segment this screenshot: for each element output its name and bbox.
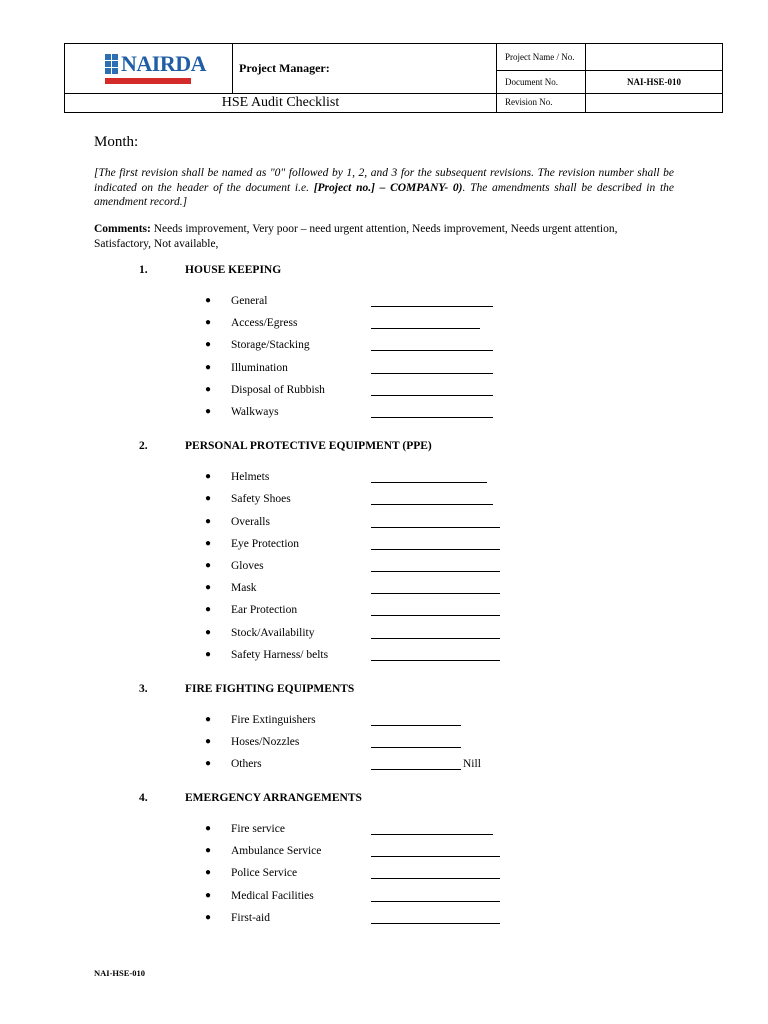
document-no-value: NAI-HSE-010 [586,71,723,93]
item-label: Police Service [231,867,298,879]
intro-text-bold: [Project no.] – COMPANY- 0) [313,181,463,194]
section-heading: HOUSE KEEPING [185,264,282,276]
section-heading: PERSONAL PROTECTIVE EQUIPMENT (PPE) [185,440,432,452]
answer-blank-line[interactable] [371,373,493,374]
item-label: Eye Protection [231,538,300,550]
bullet-icon: ● [205,339,212,350]
month-label: Month: [94,134,139,150]
bullet-icon: ● [205,560,212,571]
section-number: 3. [139,683,148,695]
bullet-icon: ● [205,823,212,834]
answer-blank-line[interactable] [371,834,493,835]
section-title [139,792,362,804]
bullet-icon: ● [205,867,212,878]
item-label: Mask [231,582,257,594]
item-label: Access/Egress [231,317,298,329]
answer-blank-line[interactable] [371,306,493,307]
item-label: Storage/Stacking [231,339,310,351]
bullet-icon: ● [205,538,212,549]
bullet-icon: ● [205,406,212,417]
document-header [64,43,723,113]
section-heading: FIRE FIGHTING EQUIPMENTS [185,683,355,695]
item-label: General [231,295,268,307]
comments-paragraph [94,222,674,251]
bullet-icon: ● [205,582,212,593]
item-label: Stock/Availability [231,627,315,639]
answer-blank-line[interactable] [371,923,500,924]
section-title [139,440,432,452]
answer-blank-line[interactable] [371,571,500,572]
answer-blank-line[interactable] [371,482,487,483]
item-label: Overalls [231,516,270,528]
item-label: Disposal of Rubbish [231,384,325,396]
answer-blank-line[interactable] [371,856,500,857]
bullet-icon: ● [205,516,212,527]
bullet-icon: ● [205,736,212,747]
item-label: Helmets [231,471,270,483]
section-title [139,264,281,276]
bullet-icon: ● [205,845,212,856]
document-title: HSE Audit Checklist [65,93,497,112]
revision-no-value[interactable] [586,93,723,112]
bullet-icon: ● [205,604,212,615]
bullet-icon: ● [205,627,212,638]
project-name-value[interactable] [586,44,723,71]
answer-blank-line[interactable] [371,328,480,329]
document-no-label: Document No. [497,71,586,93]
bullet-icon: ● [205,912,212,923]
bullet-icon: ● [205,317,212,328]
item-label: Medical Facilities [231,890,314,902]
item-label: Safety Shoes [231,493,291,505]
item-label: Illumination [231,362,288,374]
item-label: Gloves [231,560,264,572]
bullet-icon: ● [205,714,212,725]
item-label: Ambulance Service [231,845,322,857]
answer-blank-line[interactable] [371,417,493,418]
revision-no-label: Revision No. [497,93,586,112]
answer-blank-line[interactable] [371,527,500,528]
item-label: Ear Protection [231,604,298,616]
answer-blank-line[interactable] [371,725,461,726]
intro-text-2: . The amendments shall be described in the amendment record.] [94,181,674,208]
item-label: Hoses/Nozzles [231,736,300,748]
project-manager-label: Project Manager: [233,44,497,94]
bullet-icon: ● [205,362,212,373]
logo-bar [105,78,191,84]
answer-blank-line[interactable] [371,549,500,550]
answer-blank-line[interactable] [371,395,493,396]
answer-blank-line[interactable] [371,615,500,616]
item-label: Others [231,758,262,770]
section-title [139,683,354,695]
bullet-icon: ● [205,384,212,395]
comments-label: Comments: [94,223,151,235]
revision-instructions [94,166,674,210]
item-suffix: Nill [463,758,481,770]
bullet-icon: ● [205,758,212,769]
item-label: Walkways [231,406,279,418]
logo-text: NAIRDA [121,51,206,76]
section-number: 2. [139,440,148,452]
logo-grid-icon [105,54,121,74]
answer-blank-line[interactable] [371,878,500,879]
answer-blank-line[interactable] [371,350,493,351]
project-name-label: Project Name / No. [497,44,586,71]
item-label: Fire Extinguishers [231,714,316,726]
answer-blank-line[interactable] [371,747,461,748]
bullet-icon: ● [205,649,212,660]
section-number: 1. [139,264,148,276]
comments-text: Needs improvement, Very poor – need urgent attention, Needs improvement, Needs urgent attention, Satisfactory, Not available, [94,223,618,250]
bullet-icon: ● [205,493,212,504]
item-label: Fire service [231,823,285,835]
bullet-icon: ● [205,890,212,901]
intro-text-1: [The first revision shall be named as "0" followed by 1, 2, and 3 for the subsequent revisions. The revision number shall be indicated on the header of the document i.e. [94,167,674,194]
answer-blank-line[interactable] [371,504,493,505]
answer-blank-line[interactable] [371,593,500,594]
answer-blank-line[interactable] [371,638,500,639]
item-label: First-aid [231,912,270,924]
bullet-icon: ● [205,295,212,306]
footer-code: NAI-HSE-010 [94,968,146,978]
bullet-icon: ● [205,471,212,482]
answer-blank-line[interactable] [371,660,500,661]
answer-blank-line[interactable] [371,901,500,902]
section-number: 4. [139,792,148,804]
answer-blank-line[interactable] [371,769,461,770]
section-heading: EMERGENCY ARRANGEMENTS [185,792,362,804]
logo-cell [65,44,233,94]
item-label: Safety Harness/ belts [231,649,329,661]
